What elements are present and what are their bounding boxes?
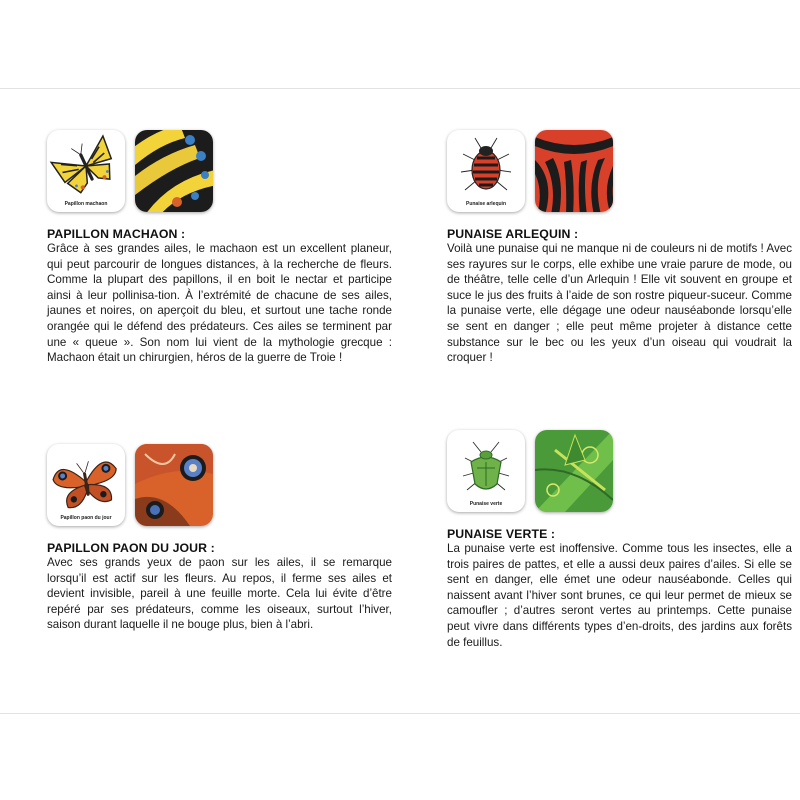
punaise-verte-closeup (535, 430, 613, 512)
thumbnail-caption: Punaise arlequin (465, 201, 506, 207)
entry-papillon-paon-du-jour (47, 444, 392, 633)
thumbnail-row (47, 444, 392, 528)
thumbnail-row (447, 130, 792, 214)
thumbnail-row (47, 130, 392, 214)
machaon-wing-closeup (135, 130, 213, 212)
arlequin-illustration (447, 130, 525, 212)
entry-text: Avec ses grands yeux de paon sur les ailes, il se remarque lorsqu’il est actif sur les fleurs. Au repos, il ferme ses ailes et devient invisible, pareil à une feuille morte. Cela lui évite d’être repéré par ses prédateurs, comme les oiseaux, surtout l’hiver, saison durant laquelle il ne bouge plus, bien à l’abri. (47, 556, 392, 632)
punaise-verte-illustration (447, 430, 525, 512)
entry-title: PUNAISE VERTE : (447, 527, 556, 541)
paon-illustration (47, 444, 125, 526)
entry-punaise-verte (447, 430, 792, 650)
thumbnail-caption: Papillon machaon (64, 201, 108, 207)
entry-title: PAPILLON MACHAON : (47, 227, 186, 241)
thumbnail-caption: Papillon paon du jour (60, 515, 112, 521)
entry-text: Voilà une punaise qui ne manque ni de couleurs ni de motifs ! Avec ses rayures sur le corps, elle exhibe une vraie parure de mode, ou de théâtre, telle celle d’un Arlequin ! Elle vit souvent en groupe et suce le jus des fruits à l’aide de son rostre piqueur-suceur. Comme la punaise verte, elle dégage une odeur nauséabonde lorsqu’elle se sent en danger ; elle peut même projeter à distance cette substance sur le bec ou les yeux d’un oiseau qui voudrait la croquer ! (447, 242, 792, 365)
entry-text: Grâce à ses grandes ailes, le machaon est un excellent planeur, qui peut parcourir de longues distances, à la recherche de fleurs. Comme la plupart des papillons, il en boit le nectar et participe ainsi à leur pollinisa-tion. À l’extrémité de chacune de ses ailes, jaunes et noires, on aperçoit du bleu, et surtout une tache ronde orangée qui le défend des prédateurs. Ces ailes se terminent par une « queue ». Son nom lui vient de la mythologie grecque : Machaon était un chirurgien, héros de la guerre de Troie ! (47, 242, 392, 365)
machaon-illustration (47, 130, 125, 212)
entry-title: PUNAISE ARLEQUIN : (447, 227, 579, 241)
entry-papillon-machaon (47, 130, 392, 366)
paon-wing-closeup (135, 444, 213, 526)
arlequin-stripes-closeup (535, 130, 613, 212)
thumbnail-row (447, 430, 792, 514)
entry-title: PAPILLON PAON DU JOUR : (47, 541, 215, 555)
entry-punaise-arlequin (447, 130, 792, 366)
entry-text: La punaise verte est inoffensive. Comme tous les insectes, elle a trois paires de pattes, et elle a aussi deux paires d’ailes. Si elle se sent en danger, elle émet une odeur nauséabonde. Celles qui naissent avant l’hiver sont brunes, ce qui leur permet de mieux se camoufler ; d’autres seront vertes au printemps. Cette punaise peut vivre dans différents types d’en-droits, des jardins aux forêts de feuillus. (447, 542, 792, 649)
thumbnail-caption: Punaise verte (469, 501, 503, 507)
